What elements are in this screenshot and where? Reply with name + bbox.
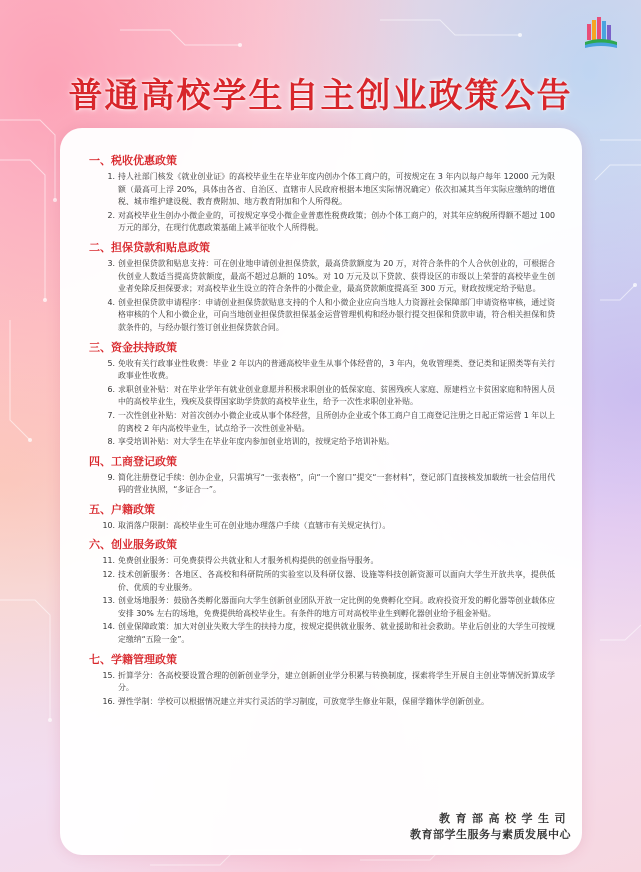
item-text: 技术创新服务：各地区、各高校和科研院所的实验室以及科研仪器、设施等科技创新资源可以面向大学生开放共享，提供低价、优质的专业服务。 [118, 570, 555, 592]
item-number: 12. [102, 570, 115, 580]
item-text: 对高校毕业生创办小微企业的，可按规定享受小微企业普惠性税费政策；创办个体工商户的，对其年应纳税所得额不超过 100 万元的部分，在现行优惠政策基础上减半征收个人所得税。 [118, 210, 555, 233]
policy-item [85, 472, 555, 497]
policy-item [85, 210, 555, 235]
policy-item [85, 258, 555, 296]
item-number: 2. [107, 210, 115, 220]
signature-department: 教育部高校学生司 [439, 812, 571, 825]
item-text: 求职创业补贴：对在毕业学年有就业创业意愿并积极求职创业的低保家庭、贫困残疾人家庭、原建档立卡贫困家庭和特困人员中的高校毕业生，残疾及获得国家助学贷款的高校毕业生，给予一次性求职创业补贴。 [118, 384, 555, 407]
item-text: 简化注册登记手续：创办企业，只需填写“一张表格”，向“一个窗口”提交“一套材料”，登记部门直接核发加载统一社会信用代码的营业执照，“多证合一”。 [118, 472, 555, 495]
policy-item [85, 621, 555, 646]
item-number: 6. [107, 384, 115, 394]
item-text: 免收有关行政事业性收费：毕业 2 年以内的普通高校毕业生从事个体经营的，3 年内，免收管理类、登记类和证照类等有关行政事业性收费。 [118, 358, 555, 381]
item-text: 享受培训补贴：对大学生在毕业年度内参加创业培训的，按规定给予培训补贴。 [118, 437, 395, 447]
policy-content [85, 148, 555, 709]
policy-item [85, 436, 555, 449]
item-number: 9. [107, 472, 115, 482]
signature-center: 教育部学生服务与素质发展中心 [410, 828, 571, 841]
policy-item [85, 297, 555, 335]
item-number: 3. [107, 258, 115, 268]
education-logo-icon [583, 14, 619, 50]
policy-item [85, 171, 555, 209]
item-number: 4. [107, 297, 115, 307]
item-number: 1. [107, 172, 115, 181]
item-text: 一次性创业补贴：对首次创办小微企业或从事个体经营，且所创办企业或个体工商户自工商登记注册之日起正常运营 1 年以上的离校 2 年内高校毕业生，试点给予一次性创业补贴。 [118, 410, 555, 433]
item-number: 13. [102, 596, 115, 606]
item-number: 16. [102, 696, 115, 706]
item-text: 取消落户限制：高校毕业生可在创业地办理落户手续（直辖市有关规定执行）。 [118, 520, 391, 530]
item-number: 15. [102, 670, 115, 680]
item-text: 创业担保贷款申请程序：申请创业担保贷款贴息支持的个人和小微企业应向当地人力资源社会保障部门申请资格审核，通过资格审核的个人和小微企业，可向当地创业担保贷款担保基金运营管理机构和经办银行提交担保和贷款申请，符合相关担保和贷款条件的，与经办银行签订创业担保贷款合同。 [118, 297, 555, 332]
section-heading: 五、户籍政策 [89, 502, 155, 516]
item-text: 免费创业服务：可免费获得公共就业和人才服务机构提供的创业指导服务。 [118, 556, 379, 566]
item-text: 折算学分：各高校要设置合理的创新创业学分，建立创新创业学分积累与转换制度，探索将学生开展自主创业等情况折算成学分。 [118, 670, 555, 693]
policy-item [85, 569, 555, 594]
policy-item [85, 595, 555, 620]
item-text: 持人社部门核发《就业创业证》的高校毕业生在毕业年度内创办个体工商户的，可按规定在 3 年内以每户每年 12000 元为限额（最高可上浮 20%，具体由各省、自治区、直辖市人民政府根据本地区实际情况确定）依次扣减其当年实际应缴纳的增值税、城市维护建设税、教育费附加、地方教育附加和个人所得税。 [118, 172, 555, 207]
section-heading: 四、工商登记政策 [89, 454, 177, 468]
policy-item [85, 696, 555, 709]
policy-item [85, 555, 555, 568]
item-number: 7. [107, 410, 115, 420]
item-number: 5. [107, 358, 115, 368]
section-heading: 三、资金扶持政策 [89, 340, 177, 354]
item-number: 11. [102, 556, 115, 566]
policy-item [85, 358, 555, 383]
item-number: 10. [102, 520, 115, 530]
section-heading: 七、学籍管理政策 [89, 652, 177, 666]
item-text: 创业保障政策：加大对创业失败大学生的扶持力度，按规定提供就业服务、就业援助和社会救助。毕业后创业的大学生可按规定缴纳“五险一金”。 [118, 622, 555, 645]
policy-item [85, 670, 555, 695]
policy-item [85, 384, 555, 409]
item-text: 创业担保贷款和贴息支持：可在创业地申请创业担保贷款，最高贷款额度为 20 万，对符合条件的个人合伙创业的，可根据合伙创业人数适当提高贷款额度，最高不超过总额的 10%。对 10 万元及以下贷款、获得设区的市级以上荣誉的高校毕业生创业者免除反担保要求；对高校毕业生设立的符合条件的小微企业，最高贷款额度提高至 300 万元，财政按规定给予贴息。 [118, 258, 555, 294]
policy-item [85, 520, 555, 533]
page-title: 普通高校学生自主创业政策公告 [68, 76, 573, 116]
section-heading: 一、税收优惠政策 [89, 154, 177, 167]
policy-item [85, 410, 555, 435]
item-text: 创业场地服务：鼓励各类孵化器面向大学生创新创业团队开放一定比例的免费孵化空间。政府投资开发的孵化器等创业载体应安排 30% 左右的场地，免费提供给高校毕业生。有条件的地方可对高校毕业生到孵化器创业给予租金补贴。 [118, 596, 555, 618]
section-heading: 六、创业服务政策 [89, 538, 177, 552]
section-heading: 二、担保贷款和贴息政策 [89, 240, 210, 254]
item-number: 8. [107, 437, 115, 447]
item-number: 14. [102, 622, 115, 632]
item-text: 弹性学制：学校可以根据情况建立并实行灵活的学习制度，可放宽学生修业年限，保留学籍休学创新创业。 [118, 696, 489, 706]
